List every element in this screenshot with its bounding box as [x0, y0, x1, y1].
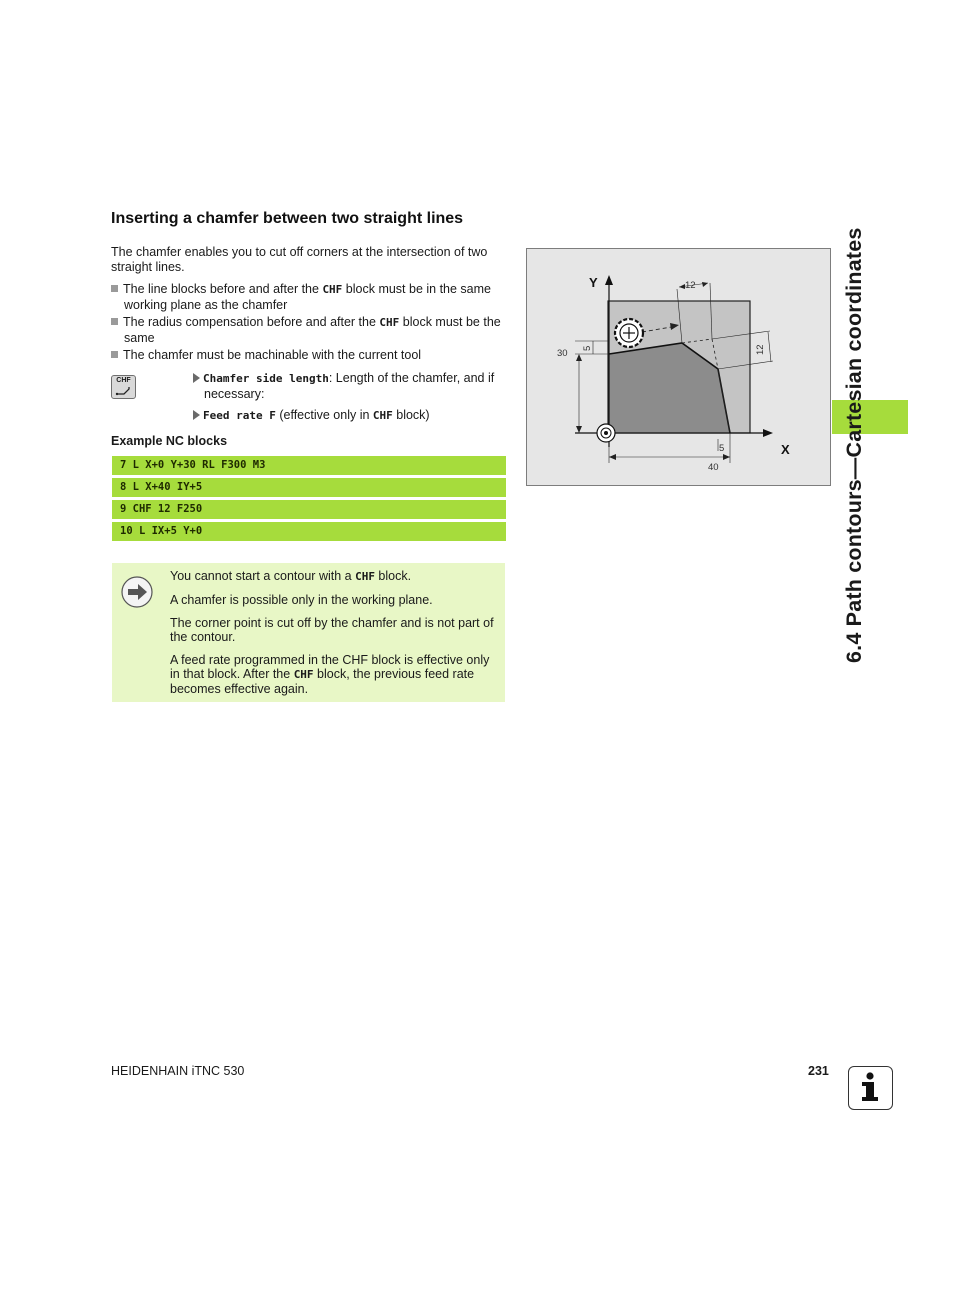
- intro-paragraph: The chamfer enables you to cut off corners at the intersection of two straight lines.: [111, 245, 488, 274]
- dim-12-right: 12: [755, 344, 766, 355]
- origin-symbol-icon: [597, 424, 615, 442]
- dim-12-top: 12: [685, 280, 696, 291]
- chf-softkey-icon[interactable]: CHF: [111, 375, 136, 399]
- dim-5-bottom: 5: [719, 443, 725, 454]
- bullet-square-icon: [111, 351, 118, 358]
- chapter-title-vertical: 6.4 Path contours—Cartesian coordinates: [842, 227, 866, 663]
- example-title: Example NC blocks: [111, 434, 228, 448]
- nc-block-row: 7 L X+0 Y+30 RL F300 M3: [112, 456, 506, 475]
- arrow-right-circle-icon: [120, 575, 154, 609]
- param-feed-rate: Feed rate F (effective only in CHF block): [193, 408, 508, 424]
- note-line-4: A feed rate programmed in the CHF block is effective only in that block. After the CHF block, the previous feed rate becomes effective again.: [170, 653, 490, 696]
- note-line-2: A chamfer is possible only in the working plane.: [170, 593, 433, 607]
- bullet-item-1: The line blocks before and after the CHF block must be in the same working plane as the chamfer: [111, 282, 511, 312]
- x-axis-label: X: [781, 442, 790, 457]
- chamfer-symbol-icon: [112, 376, 135, 398]
- nc-block-row: 8 L X+40 IY+5: [112, 478, 506, 497]
- chamfer-figure: [526, 248, 831, 486]
- arrow-right-icon: [193, 410, 200, 420]
- nc-block-row: 9 CHF 12 F250: [112, 500, 506, 519]
- info-icon: [848, 1066, 893, 1110]
- milling-tool-icon: [615, 319, 643, 347]
- bullet-square-icon: [111, 318, 118, 325]
- dim-5-left: 5: [582, 345, 593, 351]
- note-line-3: The corner point is cut off by the chamfer and is not part of the contour.: [170, 616, 494, 644]
- bullet-item-2: The radius compensation before and after the CHF block must be the same: [111, 315, 511, 345]
- nc-block-row: 10 L IX+5 Y+0: [112, 522, 506, 541]
- note-line-1: You cannot start a contour with a CHF block.: [170, 569, 412, 583]
- section-heading: Inserting a chamfer between two straight lines: [111, 210, 464, 227]
- bullet-item-3: The chamfer must be machinable with the current tool: [111, 348, 511, 363]
- note-box: [112, 563, 505, 702]
- y-axis-label: Y: [589, 275, 598, 290]
- param-chamfer-side-length: Chamfer side length: Length of the chamfer, and if necessary:: [193, 371, 508, 401]
- dim-30: 30: [557, 348, 568, 359]
- arrow-right-icon: [193, 373, 200, 383]
- footer-product: HEIDENHAIN iTNC 530: [111, 1064, 245, 1078]
- dim-40: 40: [708, 462, 719, 473]
- page-number: 231: [808, 1064, 829, 1078]
- bullet-square-icon: [111, 285, 118, 292]
